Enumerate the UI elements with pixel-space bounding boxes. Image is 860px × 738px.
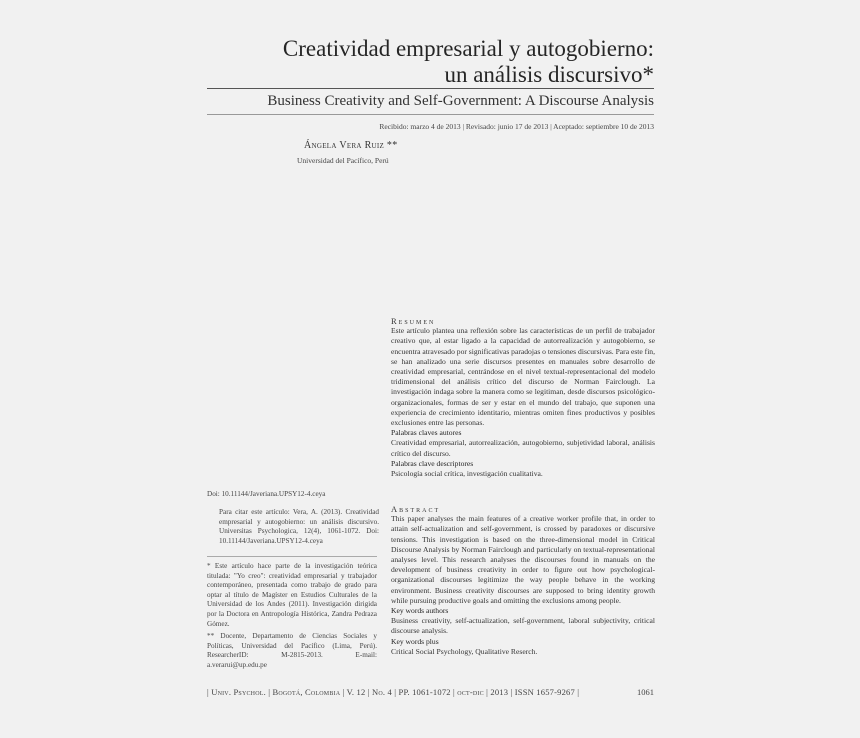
journal-footer [207, 687, 579, 697]
resumen-kw-desc: Psicología social crítica, investigación cualitativa. [391, 469, 543, 479]
author-name: Ángela Vera Ruiz ** [304, 140, 398, 151]
footnote-rule [207, 556, 377, 557]
abstract-kw-plus-label: Key words plus [391, 636, 439, 646]
abstract-section [391, 504, 655, 657]
english-subtitle: Business Creativity and Self-Government: A Discourse Analysis [267, 93, 654, 109]
citation-box: Para citar este artículo: Vera, A. (2013). Creatividad empresarial y autogobierno: un análisis discursivo. Universitas Psychologica, 12(4), 1061-1072. Doi: 10.11144/Javeriana.UPSY12-4.ceya [219, 508, 379, 545]
title-line-1: Creatividad empresarial y autogobierno: [282, 36, 654, 61]
abstract-body: This paper analyses the main features of a creative worker profile that, in order to attain self-actualization and self-government, is crossed by paradoxes or discursive tensions. This investigation is based on the three-dimensional model in Critical Discourse Analysis by Norman Fairclough and particularly on textual-representational analyses level. This research analyses the discourses found in manuals on the development of business creativity in order to figure out how psychological-organizational discourses legitimize the way people behave in the working environment. Business creativity discourses are supposed to bring identity growth while pursuing productive goals and omitting the exclusions among people. [391, 514, 655, 605]
doi-line[interactable]: Doi: 10.11144/Javeriana.UPSY12-4.ceya [207, 490, 326, 498]
footnote-1: * Este artículo hace parte de la investigación teórica titulada: "Yo creo": creatividad empresarial y trabajador contemporáneo, presentada como trabajo de grado para optar al título de Magíster en Estudios Culturales de la Universidad de los Andes (2011). Investigación dirigida por la Doctora en Antropología Histórica, Zandra Pedraza Gómez. [207, 562, 377, 628]
abstract-kw-plus: Critical Social Psychology, Qualitative Reserch. [391, 646, 538, 656]
page-number: 1061 [637, 687, 654, 697]
title-rule-top [207, 88, 654, 89]
footer-text: | Univ. Psychol. | Bogotá, Colombia | V. 12 | No. 4 | PP. 1061-1072 | oct-dic | 2013 | ISSN 1657-9267 | [207, 687, 580, 697]
article-title [94, 36, 654, 88]
resumen-kw-authors: Creatividad empresarial, autorrealización, autogobierno, subjetividad laboral, análisis crítico del discurso. [391, 438, 655, 458]
author-affiliation: Universidad del Pacífico, Perú [297, 156, 389, 165]
abstract-heading: Abstract [391, 504, 441, 514]
submission-dates: Recibido: marzo 4 de 2013 | Revisado: junio 17 de 2013 | Aceptado: septiembre 10 de 2013 [379, 122, 654, 131]
title-rule-bottom [207, 114, 654, 115]
abstract-kw-authors-label: Key words authors [391, 606, 449, 616]
footnote-2: ** Docente, Departamento de Ciencias Sociales y Políticas, Universidad del Pacífico (Lima, Perú). ResearcherID: M-2815-2013. E-mail: a.verarui@up.edu.pe [207, 632, 377, 669]
resumen-heading: Resumen [391, 316, 436, 326]
resumen-section [391, 316, 655, 479]
resumen-kw-authors-label: Palabras claves autores [391, 428, 462, 438]
title-line-2: un análisis discursivo* [444, 62, 654, 87]
resumen-body: Este artículo plantea una reflexión sobre las características de un perfil de trabajador creativo que, al estar ligado a la capacidad de autorrealización y autogobierno, se encuentra atravesado por significativas paradojas o tensiones discursivas. Para este fin, se han analizado una serie discursos presentes en manuales sobre desarrollo de creatividad empresarial, centrándose en el nivel textual-representacional del modelo tridimensional del análisis crítico del discurso de Norman Fairclough. La investigación indaga sobre la manera como se legitiman, desde discursos psicológico-organizacionales, formas de ser y estar en el mundo del trabajo, que suponen una experiencia de crecimiento identitario, mientras omiten fines productivos y posibles exclusiones entre las personas. [391, 326, 656, 428]
abstract-kw-authors: Business creativity, self-actualization, self-government, laboral subjectivity, critical discourse analysis. [391, 616, 655, 636]
resumen-kw-desc-label: Palabras clave descriptores [391, 458, 474, 468]
